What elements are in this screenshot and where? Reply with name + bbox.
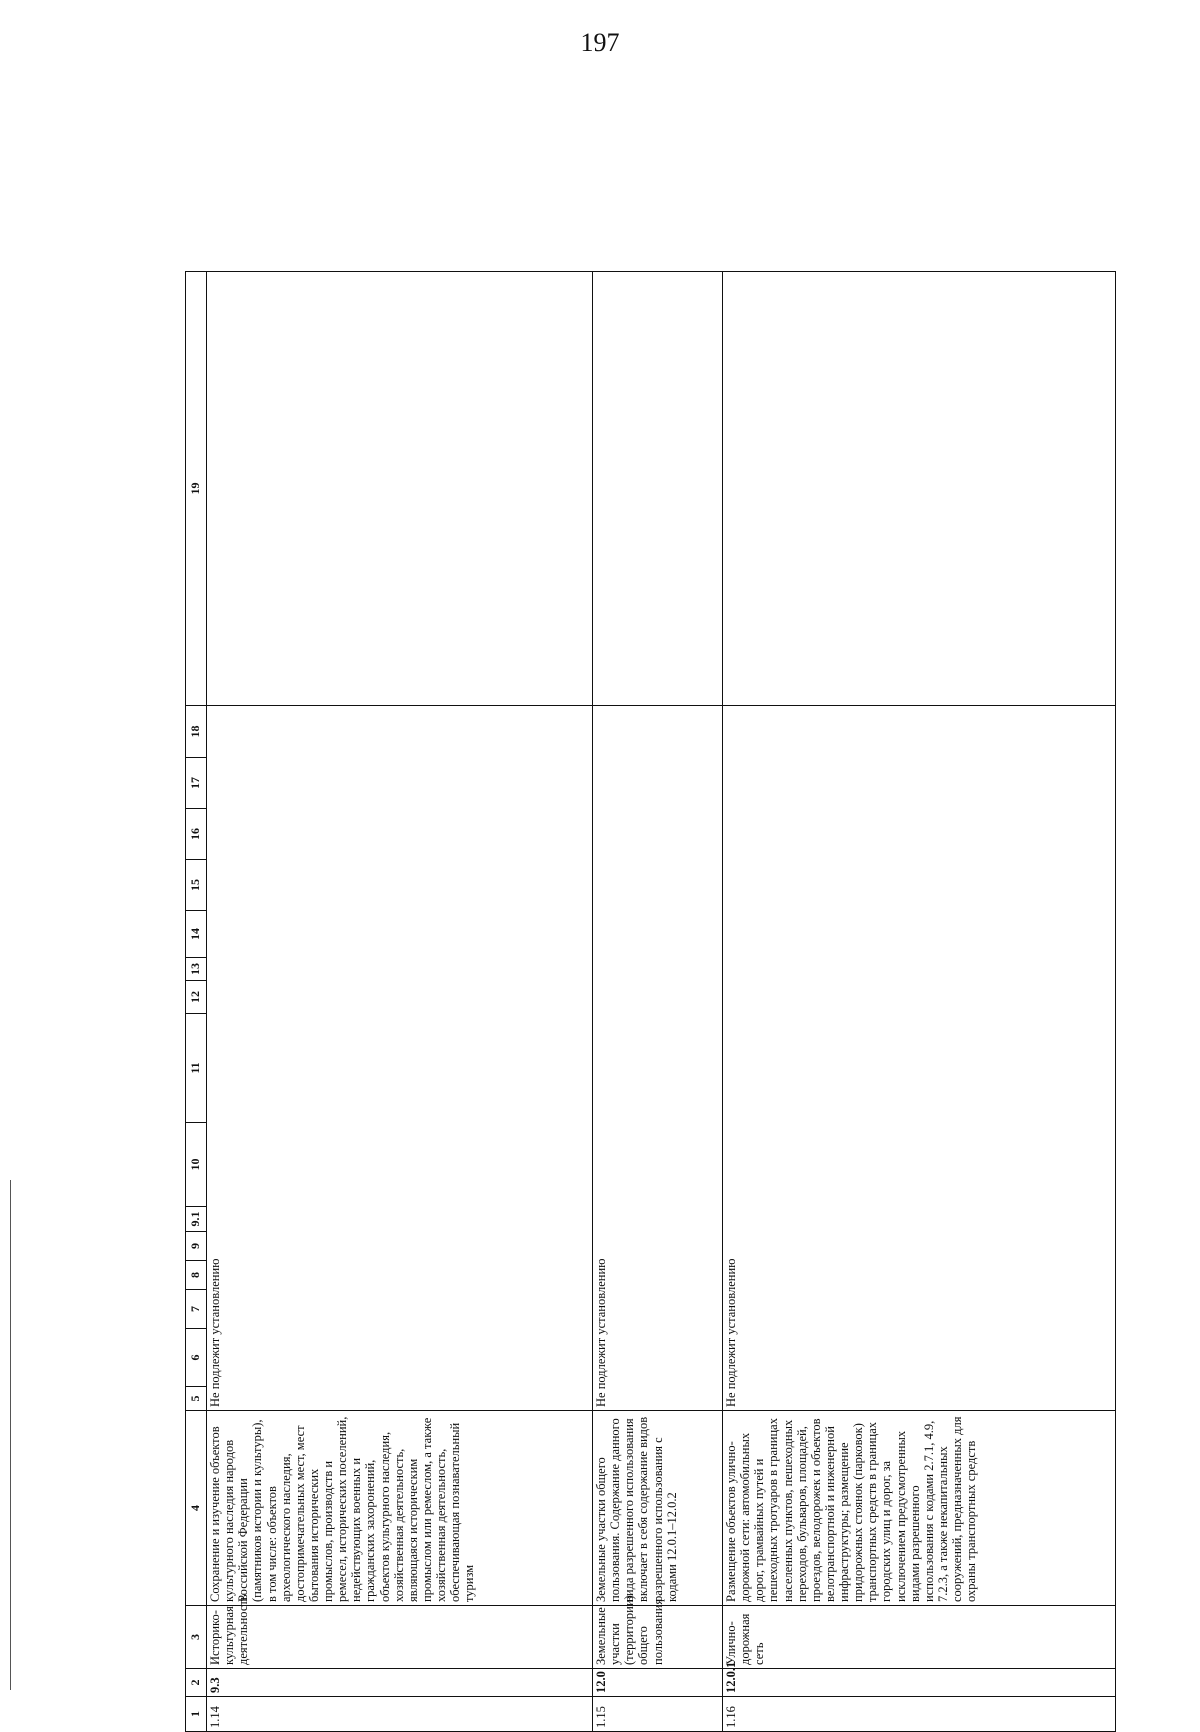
header-cell: 16: [186, 809, 207, 860]
header-cell: 14: [186, 911, 207, 958]
header-cell: 15: [186, 860, 207, 911]
column-19-cell: [593, 272, 723, 706]
use-code: 12.0: [593, 1669, 723, 1697]
header-cell: 4: [186, 1411, 207, 1606]
params-cell: Не подлежит установлению: [207, 706, 593, 1411]
header-cell: 17: [186, 758, 207, 809]
header-cell: 5: [186, 1387, 207, 1411]
use-name: Земельные участки (территории) общего пользования: [593, 1606, 723, 1669]
column-19-cell: [723, 272, 1116, 706]
table-row: [593, 272, 723, 1732]
header-cell: 9.1: [186, 1207, 207, 1232]
table-row: [723, 272, 1116, 1732]
params-cell: Не подлежит установлению: [723, 706, 1116, 1411]
use-name: Улично-дорожная сеть: [723, 1606, 1116, 1669]
header-cell: 8: [186, 1261, 207, 1290]
header-cell: 3: [186, 1606, 207, 1669]
header-cell: 18: [186, 706, 207, 758]
header-cell: 2: [186, 1669, 207, 1697]
use-name: Историко-культурная деятельность: [207, 1606, 593, 1669]
use-code: 12.0.1: [723, 1669, 1116, 1697]
row-number: 1.16: [723, 1697, 1116, 1732]
rotated-table-container: [185, 272, 1115, 1732]
scan-edge-line: [10, 1180, 11, 1690]
params-cell: Не подлежит установлению: [593, 706, 723, 1411]
table-row: [207, 272, 593, 1732]
header-cell: 7: [186, 1290, 207, 1329]
page-number: 197: [580, 28, 620, 57]
header-cell: 19: [186, 272, 207, 706]
header-cell: 9: [186, 1232, 207, 1261]
header-cell: 12: [186, 981, 207, 1014]
use-description: Сохранение и изучение объектов культурного наследия народов Российской Федерации (памятников истории и культуры), в том числе: объектов археологического наследия, достопримечательных мест, мест бытования исторических промыслов, производств и ремесел, исторических поселений, недействующих военных и гражданских захоронений, объектов культурного наследия, хозяйственная деятельность, являющаяся историческим промыслом или ремеслом, а также хозяйственная деятельность, обеспечивающая познавательный туризм: [207, 1411, 593, 1606]
row-number: 1.15: [593, 1697, 723, 1732]
land-use-table: [185, 271, 1116, 1732]
use-description: Земельные участки общего пользования. Содержание данного вида разрешенного использования включает в себя содержание видов разрешенного использования с кодами 12.0.1–12.0.2: [593, 1411, 723, 1606]
header-cell: 11: [186, 1014, 207, 1123]
column-19-cell: [207, 272, 593, 706]
header-cell: 10: [186, 1123, 207, 1207]
header-cell: 1: [186, 1697, 207, 1732]
header-cell: 6: [186, 1329, 207, 1387]
row-number: 1.14: [207, 1697, 593, 1732]
header-cell: 13: [186, 958, 207, 981]
use-description: Размещение объектов улично-дорожной сети: автомобильных дорог, трамвайных путей и пешеходных тротуаров в границах населенных пунктов, пешеходных переходов, бульваров, площадей, проездов, велодорожек и объектов велотранспортной и инженерной инфраструктуры; размещение придорожных стоянок (парковок) транспортных средств в границах городских улиц и дорог, за исключением предусмотренных видами разрешенного использования с кодами 2.7.1, 4.9, 7.2.3, а также некапитальных сооружений, предназначенных для охраны транспортных средств: [723, 1411, 1116, 1606]
header-row: [186, 272, 207, 1732]
use-code: 9.3: [207, 1669, 593, 1697]
